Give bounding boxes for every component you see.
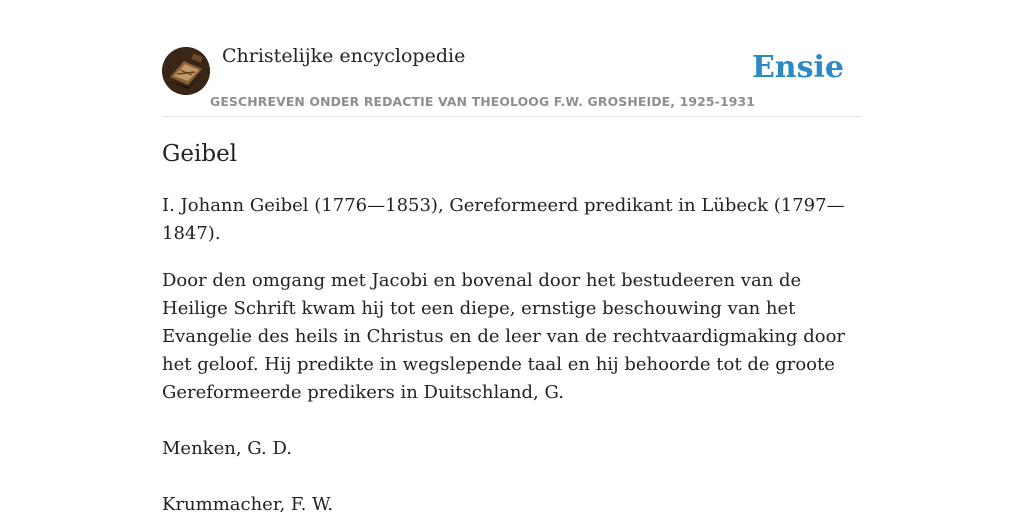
article-title: Geibel <box>162 141 238 167</box>
article-paragraph: I. Johann Geibel (1776—1853), Gereformeerd predikant in Lübeck (1797—1847). <box>162 195 845 244</box>
encyclopedia-book-icon[interactable] <box>162 47 210 95</box>
site-subtitle: GESCHREVEN ONDER REDACTIE VAN THEOLOOG F.W. GROSHEIDE, 1925-1931 <box>210 94 756 109</box>
site-title[interactable]: Christelijke encyclopedie <box>222 45 466 67</box>
article-paragraph: Krummacher, F. W. <box>162 494 334 512</box>
article-paragraph: Menken, G. D. <box>162 438 292 459</box>
article <box>162 138 862 512</box>
site-header <box>162 44 862 117</box>
ensie-logo-link[interactable]: Ensie <box>751 50 844 85</box>
article-paragraph: Door den omgang met Jacobi en bovenal door het bestudeeren van de Heilige Schrift kwam hij tot een diepe, ernstige beschouwing van het Evangelie des heils in Christus en de leer van de rechtvaardigmaking door het geloof. Hij predikte in wegslepende taal en hij behoorde tot de groote Gereformeerde predikers in Duitschland, G. <box>162 270 846 403</box>
